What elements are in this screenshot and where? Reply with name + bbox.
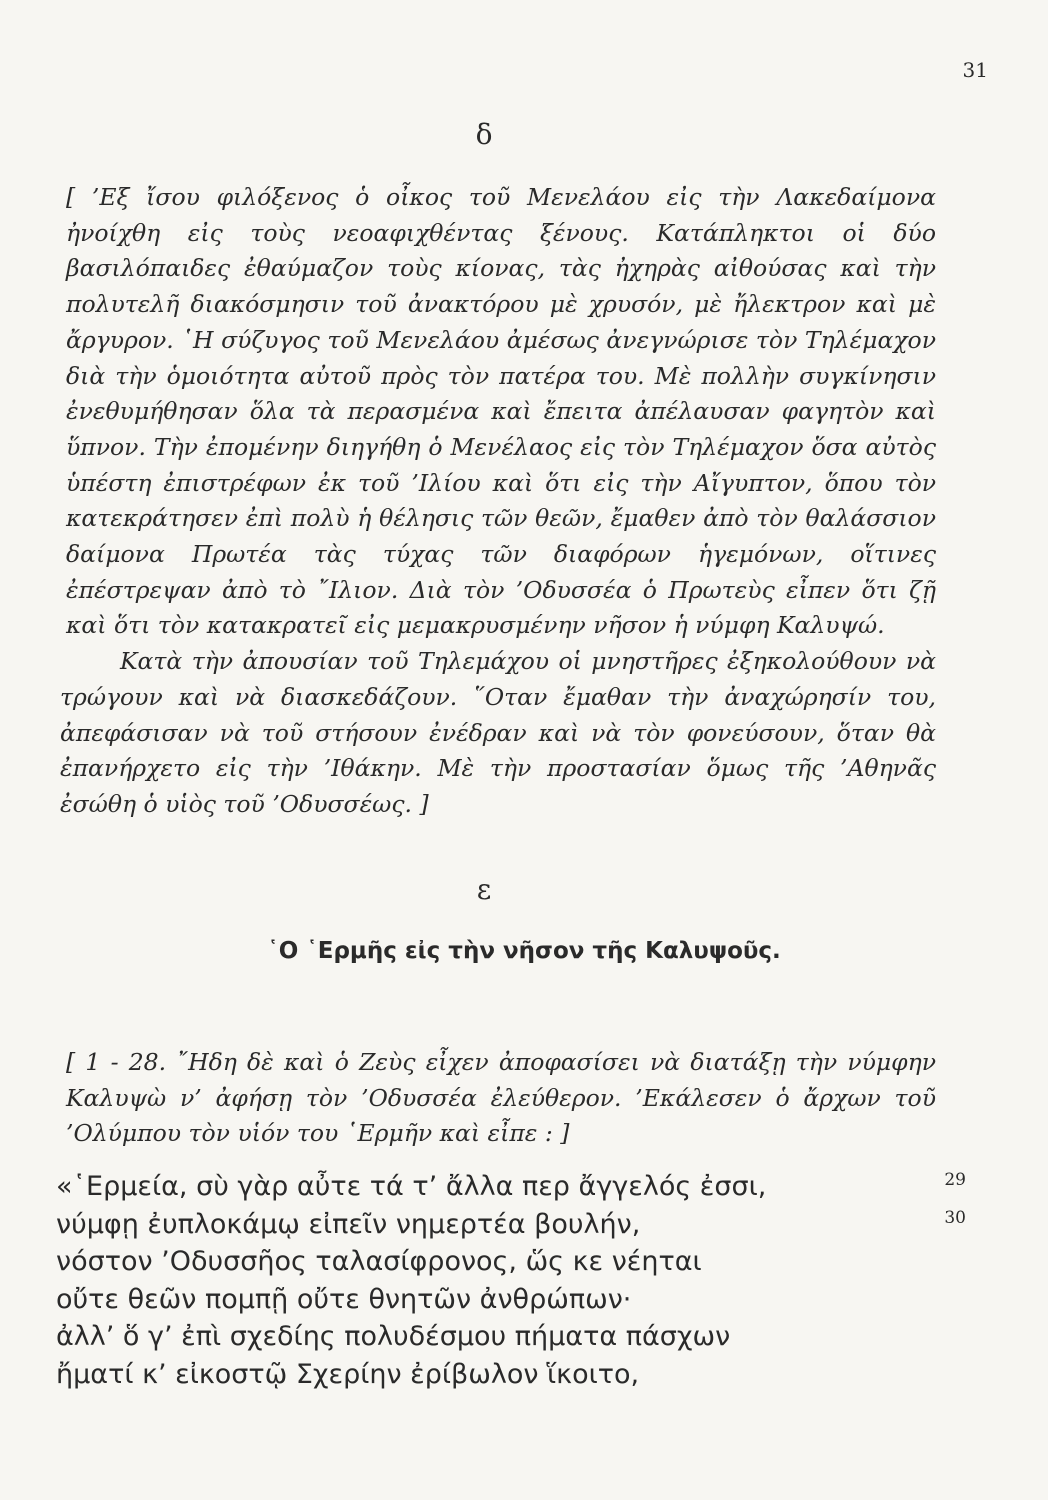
summary-delta — [60, 180, 936, 823]
verse-text: οὔτε θεῶν πομπῇ οὔτε θνητῶν ἀνθρώπων· — [56, 1283, 632, 1315]
summary-epsilon — [60, 1045, 936, 1152]
summary-paragraph-2: Κατὰ τὴν ἀπουσίαν τοῦ Τηλεμάχου οἱ μνηστῆρες ἐξηκολούθουν νὰ τρώγουν καὶ νὰ διασκεδάζουν. ῞Οταν ἔμαθαν τὴν ἀναχώρησίν του, ἀπεφάσισαν νὰ τοῦ στήσουν ἐνέδραν καὶ νὰ τὸν φονεύσουν, ὅταν θὰ ἐπανήρχετο εἰς τὴν ’Ιθάκην. Μὲ τὴν προστασίαν ὅμως τῆς ’Αθηνᾶς ἐσώθη ὁ υἱὸς τοῦ ’Οδυσσέως. ] — [60, 647, 936, 818]
verse-line — [56, 1206, 966, 1244]
chapter-title: ῾Ο ῾Ερμῆς εἰς τὴν νῆσον τῆς Καλυψοῦς. — [267, 938, 781, 964]
verse-line — [56, 1356, 936, 1394]
verse-block — [56, 1168, 966, 1394]
verse-line — [56, 1318, 936, 1356]
verse-text: νύμφῃ ἐυπλοκάμῳ εἰπεῖν νημερτέα βουλήν, — [56, 1208, 641, 1240]
summary-paragraph-1: [ ’Εξ ἴσου φιλόξενος ὁ οἶκος τοῦ Μενελάου εἰς τὴν Λακεδαίμονα ἠνοίχθη εἰς τοὺς νεοαφιχθέντας ξένους. Κατάπληκτοι οἱ δύο βασιλόπαιδες ἐθαύμαζον τοὺς κίονας, τὰς ἠχηρὰς αἰθούσας καὶ τὴν πολυτελῆ διακόσμησιν τοῦ ἀνακτόρου μὲ χρυσόν, μὲ ἤλεκτρον καὶ μὲ ἄργυρον. ῾Η σύζυγος τοῦ Μενελάου ἀμέσως ἀνεγνώρισε τὸν Τηλέμαχον διὰ τὴν ὁμοιότητα αὐτοῦ πρὸς τὸν πατέρα του. Μὲ πολλὴν συγκίνησιν ἐνεθυμήθησαν ὅλα τὰ περασμένα καὶ ἔπειτα ἀπέλαυσαν φαγητὸν καὶ ὕπνον. Τὴν ἐπομένην διηγήθη ὁ Μενέλαος εἰς τὸν Τηλέμαχον ὅσα αὐτὸς ὑπέστη ἐπιστρέφων ἐκ τοῦ ’Ιλίου καὶ ὅτι εἰς τὴν Αἴγυπτον, ὅπου τὸν κατεκράτησεν ἐπὶ πολὺ ἡ θέλησις τῶν θεῶν, ἔμαθεν ἀπὸ τὸν θαλάσσιον δαίμονα Πρωτέα τὰς τύχας τῶν διαφόρων ἡγεμόνων, οἵτινες ἐπέστρεψαν ἀπὸ τὸ ῎Ιλιον. Διὰ τὸν ’Οδυσσέα ὁ Πρωτεὺς εἶπεν ὅτι ζῇ καὶ ὅτι τὸν κατακρατεῖ εἰς μεμακρυσμένην νῆσον ἡ νύμφη Καλυψώ. — [66, 183, 936, 640]
section-letter-delta: δ — [475, 118, 493, 151]
verse-line — [56, 1168, 966, 1206]
verse-number: 30 — [944, 1207, 966, 1228]
verse-text: ἤματί κ’ εἰκοστῷ Σχερίην ἐρίβωλον ἵκοιτο, — [56, 1358, 640, 1390]
verse-line — [56, 1243, 936, 1281]
summary-paragraph: [ 1 - 28. ῎Ηδη δὲ καὶ ὁ Ζεὺς εἶχεν ἀποφασίσει νὰ διατάξῃ τὴν νύμφην Καλυψὼ ν’ ἀφήσῃ τὸν ’Οδυσσέα ἐλεύθερον. ’Εκάλεσεν ὁ ἄρχων τοῦ ’Ολύμπου τὸν υἱόν του ῾Ερμῆν καὶ εἶπε : ] — [66, 1048, 936, 1148]
verse-text: «῾Ερμεία, σὺ γὰρ αὖτε τά τ’ ἄλλα περ ἄγγελός ἐσσι, — [56, 1171, 767, 1202]
verse-text: ἀλλ’ ὅ γ’ ἐπὶ σχεδίης πολυδέσμου πήματα πάσχων — [56, 1321, 731, 1353]
page-number: 31 — [962, 58, 988, 82]
section-letter-epsilon: ε — [476, 873, 492, 906]
verse-line — [56, 1281, 936, 1319]
verse-text: νόστον ’Οδυσσῆος ταλασίφρονος, ὥς κε νέηται — [56, 1246, 702, 1278]
verse-number: 29 — [944, 1170, 966, 1190]
